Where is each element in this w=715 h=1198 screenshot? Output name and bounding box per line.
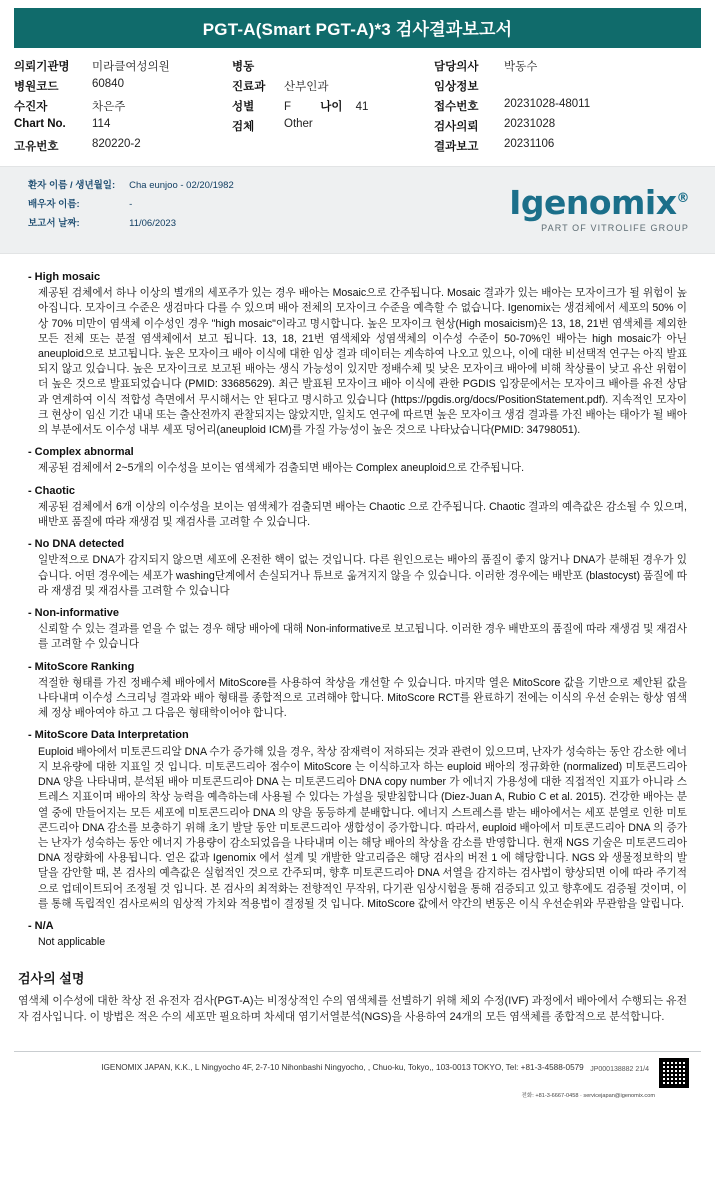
info-label-unique-no: 고유번호 xyxy=(14,141,59,153)
info-value-empty xyxy=(284,138,434,154)
info-value-sex-age xyxy=(284,98,434,114)
footer-divider xyxy=(14,1051,701,1052)
section-heading xyxy=(28,660,687,675)
info-label-patient: 수진자 xyxy=(14,101,48,113)
section-text: 적절한 형태를 가진 정배수체 배아에서 MitoScore를 사용하여 착상을 개선할 수 있습니다. 마지막 열은 MitoScore 값을 기반으로 제안된 값을 나타내며 이수성 스크리닝 결과와 배아 형태를 종합적으로 고려해야 합니다. MitoScore RCT를 완료하기 전에는 이식의 우선 순위는 항상 염색체 정상 배아여야 하고 그 다음은 형태학이어야 합니다. xyxy=(38,676,687,720)
info-label-empty xyxy=(232,138,284,154)
section-mitoscore-ranking xyxy=(28,660,687,722)
footer xyxy=(14,1058,701,1100)
section-heading xyxy=(28,445,687,460)
info-label-specimen: 검체 xyxy=(232,121,255,133)
band-value-report-date: 11/06/2023 xyxy=(129,218,176,229)
info-value-receipt-no: 20231028-48011 xyxy=(504,98,591,110)
info-value-ward xyxy=(284,58,434,74)
band-value-partner-name: - xyxy=(129,199,133,210)
section-heading xyxy=(28,606,687,621)
band-value-patient-name-dob: Cha eunjoo - 02/20/1982 xyxy=(129,180,234,191)
dash-bullet-icon: - xyxy=(28,538,32,551)
report-title: PGT-A(Smart PGT-A)*3 검사결과보고서 xyxy=(14,8,701,48)
footer-contact-note: 전화: +81-3-6667-0458 · servicejapan@igenomix.com xyxy=(521,1093,655,1100)
igenomix-logo xyxy=(509,181,689,233)
info-value-patient: 차은주 xyxy=(92,101,126,113)
info-label-sex: 성별 xyxy=(232,101,255,113)
info-value-institution: 미라클여성의원 xyxy=(92,61,170,73)
section-complex-abnormal xyxy=(28,445,687,476)
section-heading xyxy=(28,728,687,743)
section-heading-text: Complex abnormal xyxy=(34,446,134,459)
dash-bullet-icon: - xyxy=(28,729,32,742)
qr-code-icon xyxy=(659,1058,689,1088)
info-label-receipt-no: 접수번호 xyxy=(434,101,479,113)
section-heading-text: No DNA detected xyxy=(34,538,125,551)
info-value-age: 41 xyxy=(355,101,369,113)
section-chaotic xyxy=(28,484,687,531)
info-value-clinical-info xyxy=(504,78,614,94)
dash-bullet-icon: - xyxy=(28,446,32,459)
band-label-partner-name: 배우자 이름: xyxy=(28,199,80,210)
info-label-hospital-code: 병원코드 xyxy=(14,81,59,93)
section-heading xyxy=(28,484,687,499)
section-heading xyxy=(28,919,687,934)
info-value-sex: F xyxy=(284,101,292,113)
info-label-clinical-info: 임상정보 xyxy=(434,81,479,93)
section-high-mosaic xyxy=(28,270,687,438)
info-label-institution: 의뢰기관명 xyxy=(14,61,70,73)
band-label-report-date: 보고서 날짜: xyxy=(28,218,80,229)
info-value-department: 산부인과 xyxy=(284,81,329,93)
info-value-unique-no: 820220-2 xyxy=(92,138,141,150)
section-heading-text: High mosaic xyxy=(34,271,101,283)
section-heading xyxy=(28,537,687,552)
section-no-dna-detected xyxy=(28,537,687,599)
info-value-chart-no: 114 xyxy=(92,118,111,130)
band-fields xyxy=(28,177,234,234)
section-text: 제공된 검체에서 하나 이상의 별개의 세포주가 있는 경우 배아는 Mosaic으로 간주됩니다. Mosaic 결과가 있는 배아는 모자이크가 될 위험이 높아집니다. 모자이크 수준은 생검마다 다를 수 있으며 배아 전체의 모자이크 수준을 예측할 수 없습니다. Igenomix는 생검체에서 세포의 50% 이상 70% 미만이 염색체 이수성인 경우 "high mosaic"이라고 명시합니다. 높은 모자이크 현상(High mosaicism)은 13, 18, 21번 염색체를 제외한 모든 전체 또는 분절 염색체에서 보고 됩니다. 13, 18, 21번 염색체와 성염색체의 이수성 수준이 50-70%인 배아는 high mosaic가 아닌 aneuploid으로 보고됩니다. 높은 모자이크 배아 이식에 대한 임상 결과 데이터는 계속하여 나오고 있으나, 이에 대한 비선택적 연구는 아직 발표되지 않고 있습니다. 높은 모자이크로 보고된 배아는 생식 가능성이 있지만 정배수체 및 낮은 모자이크 배아에 비해 착상률이 낮고 유산 위험이 더 높은 것으로 발표되었습니다 (PMID: 33685629). 최근 발표된 모자이크 배아 이식에 관한 PGDIS 입장문에서는 모자이크 배아를 유전 상담과 연계하여 이식 적합성 측면에서 무시해서는 안 된다고 명시하고 있습니다 (https://pgdis.org/docs/PositionStatement.pdf). 지속적인 모자이크 현상이 임신 기간 내내 또는 출산전까지 관찰되지는 않았지만, 일치도 연구에 따르면 높은 모자이크 생검 결과를 가진 배아는 태아가 될 배아의 부분에서도 이수성 내부 세포 덩어리(aneuploid ICM)를 가질 가능성이 높은 것으로 나타났습니다(PMID: 34798051). xyxy=(38,287,687,437)
section-na xyxy=(28,919,687,950)
section-text: 일반적으로 DNA가 감지되지 않으면 세포에 온전한 핵이 없는 것입니다. 다른 원인으로는 배아의 품질이 좋지 않거나 DNA가 분해된 경우가 있습니다. 어떤 경우에는 세포가 washing단계에서 손실되거나 튜브로 옮겨지지 않을 수 있습니다. 이러한 경우에는 배반포 (blastocyst) 품질에 따라 재생검 및 재검사를 고려할 수 있습니다 xyxy=(38,554,687,597)
dash-bullet-icon: - xyxy=(28,271,32,283)
section-non-informative xyxy=(28,606,687,653)
info-value-hospital-code: 60840 xyxy=(92,78,124,90)
info-label-doctor: 담당의사 xyxy=(434,61,479,73)
report-body xyxy=(28,270,687,950)
section-heading-text: Non-informative xyxy=(34,607,120,620)
dash-bullet-icon: - xyxy=(28,660,32,673)
info-value-doctor: 박동수 xyxy=(504,61,538,73)
info-label-chart-no: Chart No. xyxy=(14,118,66,130)
info-label-test-request-date: 검사의뢰 xyxy=(434,121,479,133)
explanation-title: 검사의 설명 xyxy=(18,971,85,987)
report-page xyxy=(0,8,715,1198)
section-text: 신뢰할 수 있는 결과를 얻을 수 없는 경우 해당 배아에 대해 Non-informative로 보고됩니다. 이러한 경우 배반포의 품질에 따라 재생검 및 재검사를 고려할 수 있습니다 xyxy=(38,623,687,651)
section-text: Euploid 배아에서 미토콘드리알 DNA 수가 증가해 있을 경우, 착상 잠재력이 저하되는 것과 관련이 있으므며, 난자가 성숙하는 동안 감소한 에너지 보유량에 대한 지표일 것 입니다. 미토콘드리아 점수이 MitoScore 는 이식하고자 하는 euploid 배아의 정규화한 (normalized) 미토콘드리아 DNA 양을 나타내며, 분석된 배아 미토콘드리아 DNA 는 미토콘드리아 DNA copy number 가 에너지 가용성에 대한 직접적인 지표가 아니라 스트레스 지표이며 배아의 착상 능력을 예측하는데 사용될 수 있다는 가설을 뒷받침합니다 (Diez-Juan A, Rubio C et al. 2015). 건강한 배아는 분열 중에 만들어지는 모든 세포에 미토콘드리아 DNA 의 양을 동등하게 분배합니다. 에너지 스트레스를 받는 배아에서는 세포 분열로 인한 미토콘드리아 DNA 감소를 보충하기 위해 초기 발달 동안 미토콘드리아 생합성이 증가합니다. 따라서, euploid 배아에서 미토콘드리아 DNA 의 증가는 난자가 성숙하는 동안 에너지 가용량이 감소되었음을 나타내며 이는 해당 배아의 착상율 감소를 반영합니다. 현재 NGS 기술은 미토콘드리아 DNA 정량화에 사용됩니다. 얻은 값과 Igenomix 에서 설계 및 개발한 알고리즘은 해당 검사의 버전 1 에 해당합니다. NGS 와 생물정보학의 발달을 감안할 때, 본 검사의 예측값은 실험적인 것으로 간주되며, 향후 미토콘드리아 DNA 서열을 감지하는 검사법이 향상되면 이에 따라 주기적으로 업데이트되어 조정될 것 입니다. 본 검사의 최적화는 전향적인 무작위, 다기관 임상시험을 통해 검증되고 있고 향후에도 검증될 것이며, 이를 통해 독립적인 검사로써의 임상적 가치와 적용법이 결정될 것 입니다. MitoScore 값에서 약간의 변동은 이식 우선순위와 무관함을 알립니다. xyxy=(38,745,688,910)
patient-info-grid xyxy=(14,58,701,154)
dash-bullet-icon: - xyxy=(28,484,32,497)
section-text: 제공된 검체에서 2~5개의 이수성을 보이는 염색체가 검출되면 배아는 Complex aneuploid으로 간주됩니다. xyxy=(38,462,525,475)
dash-bullet-icon: - xyxy=(28,919,32,932)
info-label-age: 나이 xyxy=(320,101,343,113)
patient-band xyxy=(0,166,715,254)
section-heading-text: MitoScore Data Interpretation xyxy=(34,729,189,742)
section-heading-text: N/A xyxy=(34,919,54,932)
section-mitoscore-data-interpretation xyxy=(28,728,687,911)
info-value-report-date: 20231106 xyxy=(504,138,555,150)
footer-doc-code: JP000138882 21/4 xyxy=(590,1066,649,1074)
band-label-patient-name-dob: 환자 이름 / 생년월일: xyxy=(28,180,116,191)
info-label-department: 진료과 xyxy=(232,81,266,93)
info-value-test-request-date: 20231028 xyxy=(504,118,556,130)
section-heading-text: Chaotic xyxy=(34,484,76,497)
dash-bullet-icon: - xyxy=(28,607,32,620)
footer-address: IGENOMIX JAPAN, K.K., L Ningyocho 4F, 2-7-10 Nihonbashi Ningyocho, , Chuo-ku, Tokyo,, 103-0013 TOKYO, Tel: +81-3-4588-0579 xyxy=(101,1063,584,1073)
logo-wordmark xyxy=(509,181,689,221)
info-label-ward: 병동 xyxy=(232,61,255,73)
explanation-text: 염색체 이수성에 대한 착상 전 유전자 검사(PGT-A)는 비정상적인 수의 염색체를 선별하기 위해 체외 수정(IVF) 과정에서 배아에서 수행되는 유전자 검사입니다. 이 방법은 적은 수의 세포만 필요하며 차세대 염기서열분석(NGS)을 사용하여 24개의 모든 염색체를 종합적으로 분석합니다. xyxy=(18,995,687,1024)
section-heading-text: MitoScore Ranking xyxy=(34,660,135,673)
logo-text: Igenomix xyxy=(509,183,677,222)
section-heading xyxy=(28,270,687,285)
info-value-specimen: Other xyxy=(284,118,313,130)
section-text: Not applicable xyxy=(38,936,106,949)
info-label-report-date: 결과보고 xyxy=(434,141,479,153)
section-text: 제공된 검체에서 6개 이상의 이수성을 보이는 염색체가 검출되면 배아는 Chaotic 으로 간주됩니다. Chaotic 결과의 예측값은 감소될 수 있으며, 배반포 품질에 따라 재생검 및 재검사를 고려할 수 있습니다. xyxy=(38,500,687,529)
logo-tagline: PART OF VITROLIFE GROUP xyxy=(541,223,689,233)
registered-trademark-icon: ® xyxy=(676,191,689,206)
